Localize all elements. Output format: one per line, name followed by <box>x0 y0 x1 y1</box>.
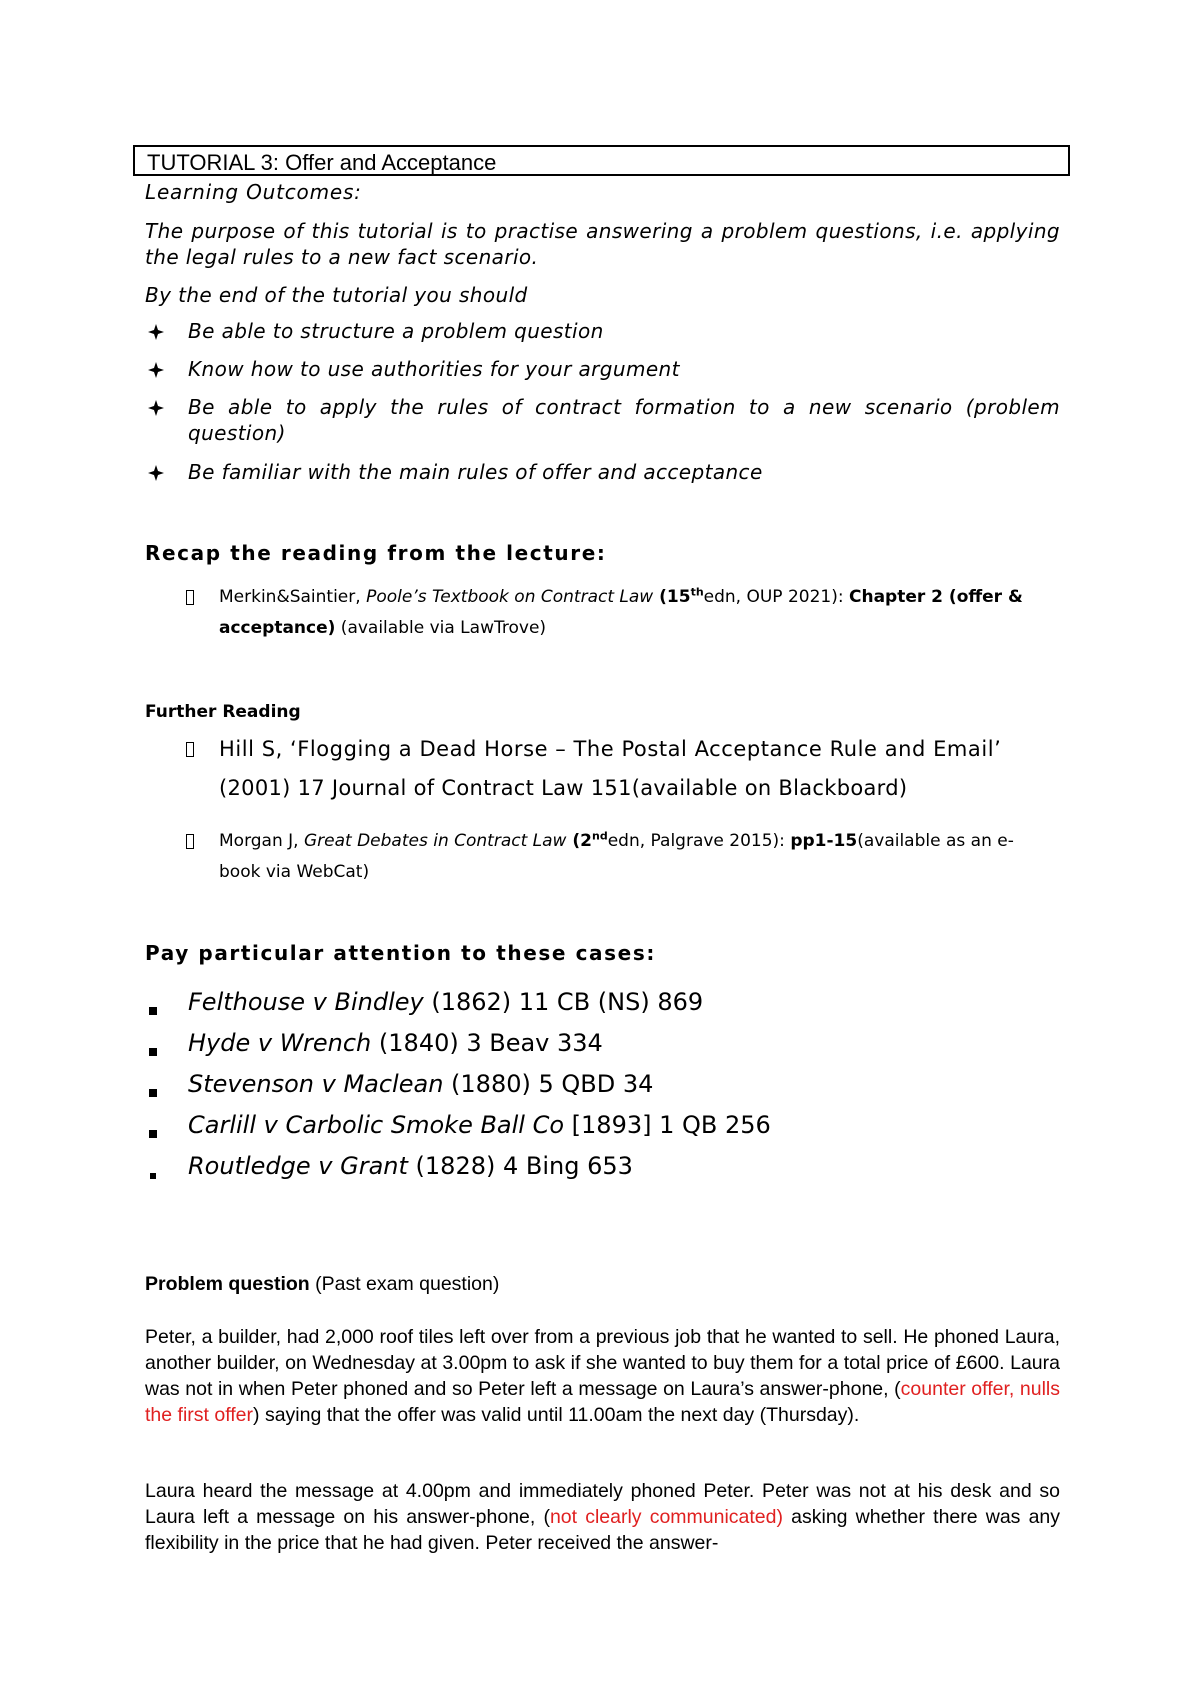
further-author: Morgan J, <box>219 831 304 851</box>
missing-glyph-icon <box>186 742 194 761</box>
problem-annotation: not clearly communicated) <box>549 1506 783 1528</box>
case-name: Carlill v Carbolic Smoke Ball Co <box>188 1111 565 1139</box>
square-bullet-icon <box>150 1164 156 1183</box>
outcome-item: Be familiar with the main rules of offer and acceptance <box>188 460 763 484</box>
missing-glyph-icon <box>186 590 194 609</box>
problem-text: Laura heard the message at 4.00pm and immediately phoned Peter. Peter was not at his desk and so Laura left a message on his answer-phone, ( <box>145 1480 1060 1528</box>
problem-paragraph-2 <box>145 1478 1060 1556</box>
diamond-bullet-icon <box>148 465 164 485</box>
further-reading-heading: Further Reading <box>145 702 301 722</box>
square-bullet-icon <box>149 1123 157 1142</box>
recap-availability: (available via LawTrove) <box>335 618 547 638</box>
further-edition-sup: nd <box>591 829 608 843</box>
outcome-item: Be able to structure a problem question <box>188 319 604 343</box>
case-item <box>188 1111 771 1139</box>
learning-outcomes-heading: Learning Outcomes: <box>145 180 362 204</box>
further-edition-open: (2 <box>566 831 592 851</box>
problem-text: ) saying that the offer was valid until 11.00am the next day (Thursday). <box>253 1404 860 1426</box>
recap-edition-sup: th <box>690 585 704 599</box>
further-item-1-line2: (2001) 17 Journal of Contract Law 151(available on Blackboard) <box>219 776 908 800</box>
recap-heading: Recap the reading from the lecture: <box>145 541 607 565</box>
problem-text: asking whether there was any flexibility in the price that he had given. Peter received the answer- <box>145 1506 1061 1554</box>
further-pages: pp1-15 <box>790 831 858 851</box>
further-item-2-line2: book via WebCat) <box>219 862 370 882</box>
recap-reference-line2 <box>219 618 546 638</box>
problem-text: Peter, a builder, had 2,000 roof tiles left over from a previous job that he wanted to sell. He phoned Laura, another builder, on Wednesday at 3.00pm to ask if she wanted to buy them for a total price of £600. Laura was not in when Peter phoned and so Peter left a message on Laura’s answer-phone, ( <box>145 1326 1060 1400</box>
diamond-bullet-icon <box>148 362 164 382</box>
outcome-item: Be able to apply the rules of contract formation to a new scenario (problem question) <box>188 395 1060 445</box>
purpose-paragraph: The purpose of this tutorial is to practise answering a problem questions, i.e. applying the legal rules to a new fact scenario. <box>145 219 1060 269</box>
case-name: Routledge v Grant <box>188 1152 408 1180</box>
case-citation: [1893] 1 QB 256 <box>564 1111 771 1139</box>
recap-chapter: Chapter 2 (offer & <box>849 587 1023 607</box>
case-item <box>188 1152 633 1180</box>
square-bullet-icon <box>149 1000 157 1019</box>
square-bullet-icon <box>149 1041 157 1060</box>
problem-heading-note: (Past exam question) <box>309 1273 500 1295</box>
further-availability: (available as an e- <box>857 831 1014 851</box>
case-item <box>188 1029 603 1057</box>
further-edition-rest: edn, Palgrave 2015): <box>607 831 791 851</box>
case-citation: (1880) 5 QBD 34 <box>443 1070 654 1098</box>
recap-reference <box>219 587 1023 607</box>
case-name: Hyde v Wrench <box>188 1029 372 1057</box>
outcome-item: Know how to use authorities for your argument <box>188 357 680 381</box>
case-name: Felthouse v Bindley <box>188 988 424 1016</box>
problem-heading <box>145 1273 499 1296</box>
further-item-2 <box>219 831 1014 851</box>
problem-annotation: counter offer, nulls the first offer <box>145 1378 1060 1426</box>
problem-paragraph-1 <box>145 1324 1060 1428</box>
diamond-bullet-icon <box>148 324 164 344</box>
tutorial-title: TUTORIAL 3: Offer and Acceptance <box>147 150 497 175</box>
further-item-1: Hill S, ‘Flogging a Dead Horse – The Postal Acceptance Rule and Email’ <box>219 737 1002 761</box>
recap-author: Merkin&Saintier, <box>219 587 367 607</box>
missing-glyph-icon <box>186 834 194 853</box>
case-name: Stevenson v Maclean <box>188 1070 444 1098</box>
diamond-bullet-icon <box>148 400 164 420</box>
case-citation: (1840) 3 Beav 334 <box>371 1029 603 1057</box>
case-citation: (1862) 11 CB (NS) 869 <box>423 988 704 1016</box>
case-item <box>188 988 703 1016</box>
title-box <box>133 145 1070 176</box>
problem-heading-bold: Problem question <box>145 1273 310 1295</box>
square-bullet-icon <box>149 1082 157 1101</box>
case-citation: (1828) 4 Bing 653 <box>407 1152 633 1180</box>
recap-chapter-cont: acceptance) <box>219 618 336 638</box>
further-book-title: Great Debates in Contract Law <box>303 831 567 851</box>
outcomes-intro: By the end of the tutorial you should <box>145 283 528 307</box>
cases-heading: Pay particular attention to these cases: <box>145 941 656 965</box>
recap-book-title: Poole’s Textbook on Contract Law <box>366 587 654 607</box>
case-item <box>188 1070 653 1098</box>
recap-edition-rest: edn, OUP 2021): <box>703 587 849 607</box>
recap-edition-open: (15 <box>653 587 691 607</box>
